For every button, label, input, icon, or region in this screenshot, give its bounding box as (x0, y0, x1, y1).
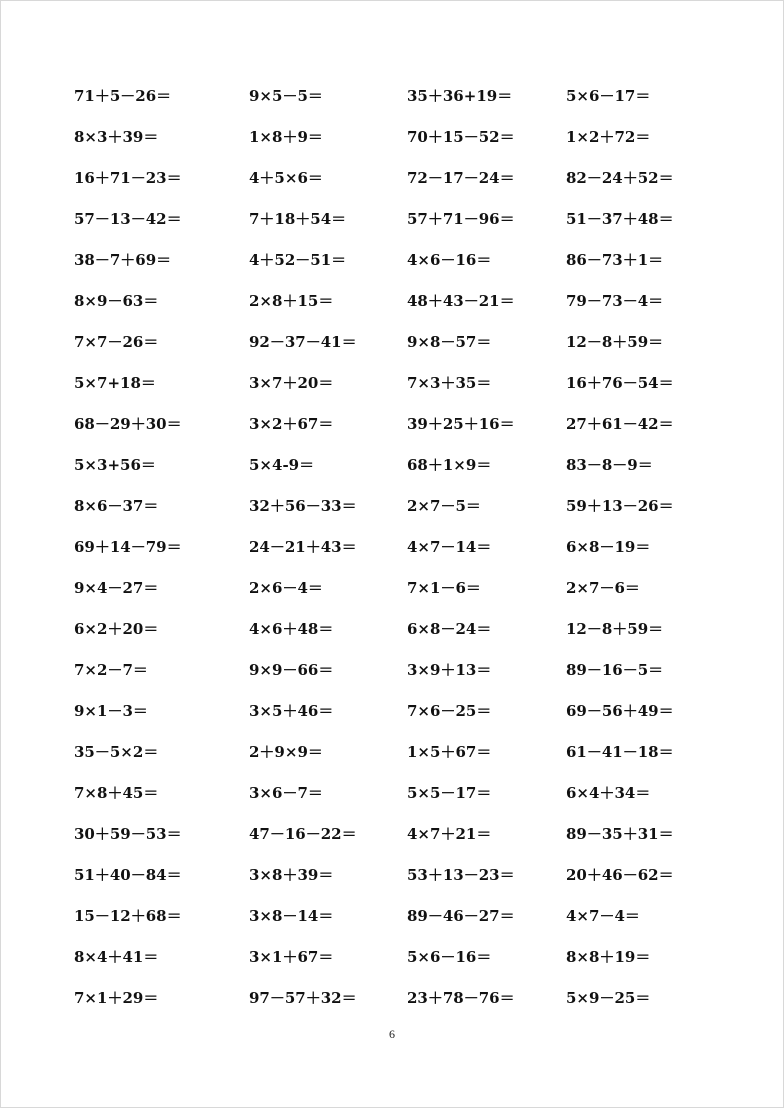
math-problem: 48＋43－21＝ (407, 292, 515, 310)
math-problem: 7×8＋45＝ (74, 784, 159, 802)
math-problem: 5×6－17＝ (566, 87, 651, 105)
math-problem: 8×8＋19＝ (566, 948, 651, 966)
math-problem: 9×5－5＝ (249, 87, 323, 105)
math-problem: 47－16－22＝ (249, 825, 357, 843)
math-problem: 6×8－19＝ (566, 538, 651, 556)
math-problem: 51＋40－84＝ (74, 866, 182, 884)
math-problem: 4×7－4＝ (566, 907, 640, 925)
math-problem: 3×1＋67＝ (249, 948, 334, 966)
math-problem: 24－21＋43＝ (249, 538, 357, 556)
math-problem: 7×2－7＝ (74, 661, 148, 679)
math-problem: 35－5×2＝ (74, 743, 159, 761)
math-problem: 89－16－5＝ (566, 661, 664, 679)
math-problem: 27＋61－42＝ (566, 415, 674, 433)
math-problem: 9×4－27＝ (74, 579, 159, 597)
math-problem: 35＋36+19＝ (407, 87, 513, 105)
math-problem: 7×1－6＝ (407, 579, 481, 597)
math-problem: 6×2＋20＝ (74, 620, 159, 638)
math-problem: 83－8－9＝ (566, 456, 653, 474)
math-problem: 59＋13－26＝ (566, 497, 674, 515)
math-problem: 16＋76－54＝ (566, 374, 674, 392)
math-problem: 5×3+56＝ (74, 456, 156, 474)
math-problem: 3×6－7＝ (249, 784, 323, 802)
math-problem: 71＋5－26＝ (74, 87, 172, 105)
math-problem: 38－7＋69＝ (74, 251, 172, 269)
math-problem: 61－41－18＝ (566, 743, 674, 761)
math-problem: 16＋71－23＝ (74, 169, 182, 187)
math-problem: 8×9－63＝ (74, 292, 159, 310)
math-problem: 53＋13－23＝ (407, 866, 515, 884)
math-problem: 2×6－4＝ (249, 579, 323, 597)
math-problem: 7×6－25＝ (407, 702, 492, 720)
math-problem: 23＋78－76＝ (407, 989, 515, 1007)
math-problem: 2＋9×9＝ (249, 743, 323, 761)
page-number: 6 (389, 1027, 395, 1041)
math-problem: 5×9－25＝ (566, 989, 651, 1007)
math-problem: 2×7－6＝ (566, 579, 640, 597)
math-problem: 86－73＋1＝ (566, 251, 664, 269)
math-problem: 1×5＋67＝ (407, 743, 492, 761)
math-problem: 79－73－4＝ (566, 292, 664, 310)
math-problem: 69＋14－79＝ (74, 538, 182, 556)
math-problem: 69－56＋49＝ (566, 702, 674, 720)
math-problem: 51－37＋48＝ (566, 210, 674, 228)
math-problem: 3×7＋20＝ (249, 374, 334, 392)
math-problem: 15－12＋68＝ (74, 907, 182, 925)
math-problem: 8×6－37＝ (74, 497, 159, 515)
math-problem: 4×6＋48＝ (249, 620, 334, 638)
math-problem: 82－24＋52＝ (566, 169, 674, 187)
math-problem: 5×6－16＝ (407, 948, 492, 966)
math-problem: 70＋15－52＝ (407, 128, 515, 146)
math-problem: 6×8－24＝ (407, 620, 492, 638)
math-problem: 4×7－14＝ (407, 538, 492, 556)
math-problem: 89－35＋31＝ (566, 825, 674, 843)
math-problem: 72－17－24＝ (407, 169, 515, 187)
math-problem: 1×8＋9＝ (249, 128, 323, 146)
math-problem: 32＋56－33＝ (249, 497, 357, 515)
math-problem: 9×8－57＝ (407, 333, 492, 351)
math-problem: 5×7+18＝ (74, 374, 156, 392)
math-problem: 2×8＋15＝ (249, 292, 334, 310)
math-problem: 3×8－14＝ (249, 907, 334, 925)
math-problem: 92－37－41＝ (249, 333, 357, 351)
math-problem: 12－8＋59＝ (566, 620, 664, 638)
math-problem: 39＋25＋16＝ (407, 415, 515, 433)
math-problem: 4×7＋21＝ (407, 825, 492, 843)
math-problem: 3×5＋46＝ (249, 702, 334, 720)
math-problem: 7＋18＋54＝ (249, 210, 347, 228)
math-problem: 3×8＋39＝ (249, 866, 334, 884)
math-problem: 5×5－17＝ (407, 784, 492, 802)
math-problem: 8×3＋39＝ (74, 128, 159, 146)
math-problem: 89－46－27＝ (407, 907, 515, 925)
math-problem: 5×4-9＝ (249, 456, 315, 474)
math-problem: 3×9＋13＝ (407, 661, 492, 679)
math-problem: 7×1＋29＝ (74, 989, 159, 1007)
math-problem: 7×7－26＝ (74, 333, 159, 351)
math-problem: 3×2＋67＝ (249, 415, 334, 433)
math-problem: 9×1－3＝ (74, 702, 148, 720)
math-problem: 30＋59－53＝ (74, 825, 182, 843)
math-problem: 1×2＋72＝ (566, 128, 651, 146)
math-problem: 4＋52－51＝ (249, 251, 347, 269)
math-problem: 2×7－5＝ (407, 497, 481, 515)
math-problem: 68－29＋30＝ (74, 415, 182, 433)
math-problem: 4×6－16＝ (407, 251, 492, 269)
math-problem: 12－8＋59＝ (566, 333, 664, 351)
math-problem: 57＋71－96＝ (407, 210, 515, 228)
math-problem: 7×3＋35＝ (407, 374, 492, 392)
math-problem: 9×9－66＝ (249, 661, 334, 679)
math-problem: 20＋46－62＝ (566, 866, 674, 884)
math-problem: 6×4＋34＝ (566, 784, 651, 802)
math-problem: 97－57＋32＝ (249, 989, 357, 1007)
math-problem: 68＋1×9＝ (407, 456, 492, 474)
math-problem: 4＋5×6＝ (249, 169, 323, 187)
math-problem: 8×4＋41＝ (74, 948, 159, 966)
math-problem: 57－13－42＝ (74, 210, 182, 228)
